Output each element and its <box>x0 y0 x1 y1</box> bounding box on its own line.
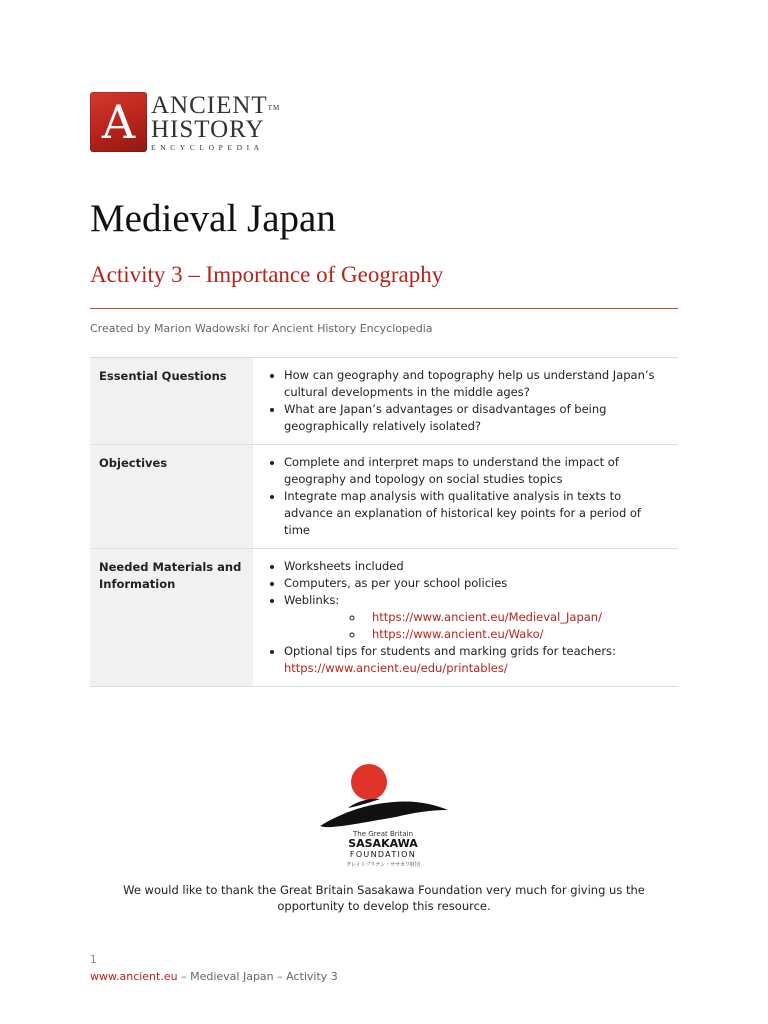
logo-line1: ANCIENT <box>151 92 268 119</box>
page-footer <box>90 970 338 983</box>
brush-stroke-icon <box>320 801 448 827</box>
footer-site-link[interactable]: www.ancient.eu <box>90 970 178 983</box>
sponsor-line2: SASAKAWA <box>348 837 418 850</box>
page-title: Medieval Japan <box>90 197 336 240</box>
row-content <box>253 358 678 445</box>
logo-line3: ENCYCLOPEDIA <box>151 143 264 152</box>
acknowledgement: We would like to thank the Great Britain Sasakawa Foundation very much for giving us the opportunity to develop this resource. <box>123 883 645 913</box>
logo-tm: TM <box>267 104 281 112</box>
author-credit: Created by Marion Wadowski for Ancient History Encyclopedia <box>90 322 433 335</box>
row-label: Objectives <box>90 445 253 549</box>
logo-line2: HISTORY <box>151 116 265 143</box>
link-printables[interactable]: https://www.ancient.eu/edu/printables/ <box>284 661 508 675</box>
list-item: • Integrate map analysis with qualitative analysis in texts to advance an explanation of historical key points for a period of time <box>284 488 668 539</box>
list-item <box>364 609 668 626</box>
footer-text: – Medieval Japan – Activity 3 <box>177 970 338 983</box>
logo-emblem <box>90 92 147 152</box>
table-row <box>90 358 678 445</box>
activity-subtitle: Activity 3 – Importance of Geography <box>90 262 444 287</box>
row-content <box>253 549 678 687</box>
ancient-history-encyclopedia-logo <box>90 92 280 152</box>
table-row <box>90 549 678 687</box>
rising-sun-icon <box>351 764 387 800</box>
link-wako[interactable]: https://www.ancient.eu/Wako/ <box>372 627 544 641</box>
logo-wordmark <box>151 92 280 153</box>
list-item <box>284 592 668 643</box>
row-label: Essential Questions <box>90 358 253 445</box>
bullet-list <box>269 367 668 435</box>
logo-letter: A <box>101 95 136 149</box>
list-item: • What are Japan’s advantages or disadvantages of being geographically relatively isolated? <box>284 401 668 435</box>
list-item <box>284 643 668 677</box>
list-item: • How can geography and topography help us understand Japan’s cultural developments in the middle ages? <box>284 367 668 401</box>
row-content <box>253 445 678 549</box>
table-row <box>90 445 678 549</box>
list-item: • Worksheets included <box>284 558 668 575</box>
list-item: • Computers, as per your school policies <box>284 575 668 592</box>
weblinks-list <box>284 609 668 643</box>
activity-info-table <box>90 357 678 687</box>
sponsor-line4: グレイトブリテン・ササカワ財団 <box>346 862 420 868</box>
bullet-list <box>269 558 668 677</box>
weblinks-label: Weblinks: <box>284 593 340 607</box>
page-number: 1 <box>90 954 97 966</box>
divider <box>90 308 678 309</box>
sasakawa-foundation-logo <box>318 760 450 870</box>
link-medieval-japan[interactable]: https://www.ancient.eu/Medieval_Japan/ <box>372 610 602 624</box>
list-item: • Complete and interpret maps to understand the impact of geography and topology on social studies topics <box>284 454 668 488</box>
sponsor-line3: FOUNDATION <box>349 850 417 859</box>
optional-tips-text: Optional tips for students and marking grids for teachers: <box>284 644 616 658</box>
sponsor-line1: The Great Britain <box>353 830 413 838</box>
bullet-list <box>269 454 668 539</box>
list-item <box>364 626 668 643</box>
row-label: Needed Materials and Information <box>90 549 253 687</box>
